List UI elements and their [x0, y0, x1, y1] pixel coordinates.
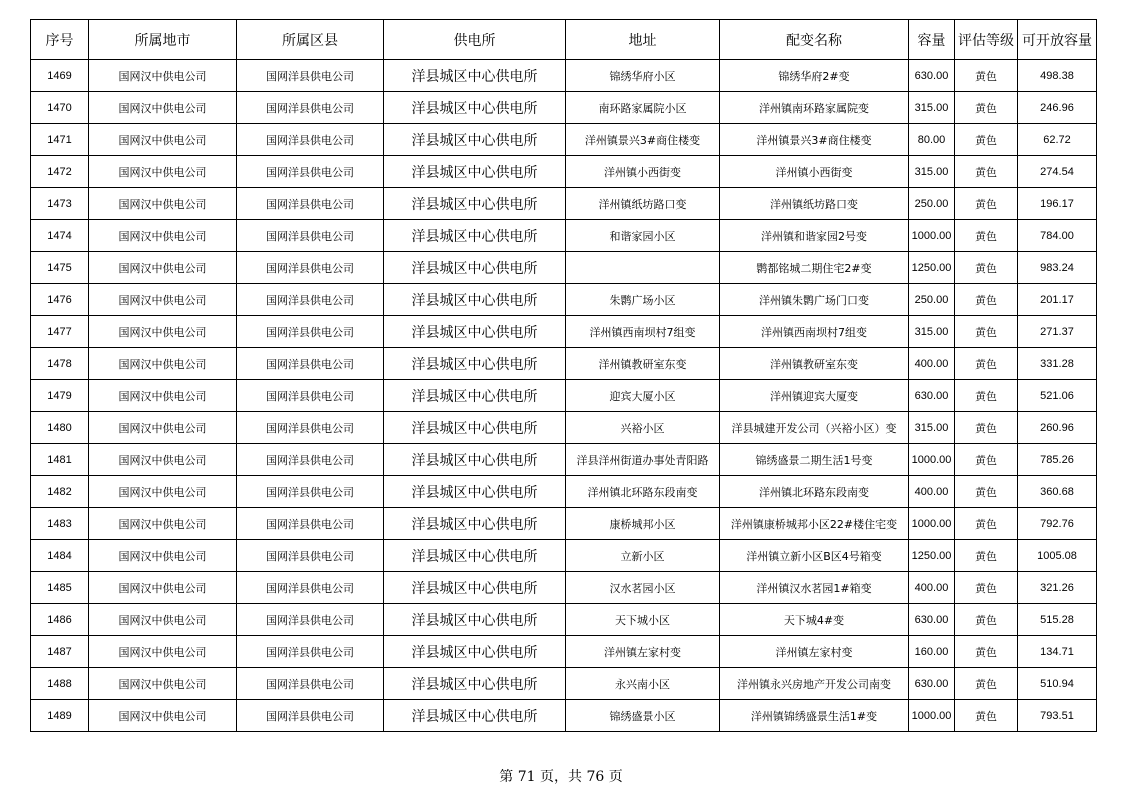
cell-station: 洋县城区中心供电所	[384, 412, 566, 444]
cell-county: 国网洋县供电公司	[237, 284, 384, 316]
cell-rating: 黄色	[955, 700, 1018, 732]
cell-city: 国网汉中供电公司	[89, 252, 237, 284]
cell-seq: 1482	[31, 476, 89, 508]
table-row	[31, 348, 1097, 380]
cell-transformer: 洋州镇北环路东段南变	[720, 476, 909, 508]
cell-city: 国网汉中供电公司	[89, 668, 237, 700]
cell-transformer: 洋州镇立新小区B区4号箱变	[720, 540, 909, 572]
header-station: 供电所	[384, 20, 566, 60]
table-row	[31, 700, 1097, 732]
cell-address: 锦绣华府小区	[566, 60, 720, 92]
cell-open-capacity: 274.54	[1018, 156, 1097, 188]
cell-county: 国网洋县供电公司	[237, 412, 384, 444]
cell-city: 国网汉中供电公司	[89, 348, 237, 380]
cell-address: 洋州镇小西街变	[566, 156, 720, 188]
cell-seq: 1474	[31, 220, 89, 252]
cell-station: 洋县城区中心供电所	[384, 444, 566, 476]
table-row	[31, 444, 1097, 476]
cell-open-capacity: 196.17	[1018, 188, 1097, 220]
cell-station: 洋县城区中心供电所	[384, 124, 566, 156]
cell-transformer: 洋州镇永兴房地产开发公司南变	[720, 668, 909, 700]
cell-city: 国网汉中供电公司	[89, 476, 237, 508]
table-row	[31, 508, 1097, 540]
table-row	[31, 220, 1097, 252]
cell-transformer: 洋州镇南环路家属院变	[720, 92, 909, 124]
cell-county: 国网洋县供电公司	[237, 60, 384, 92]
cell-open-capacity: 784.00	[1018, 220, 1097, 252]
cell-address	[566, 252, 720, 284]
cell-transformer: 洋州镇景兴3#商住楼变	[720, 124, 909, 156]
table-row	[31, 604, 1097, 636]
cell-seq: 1472	[31, 156, 89, 188]
cell-city: 国网汉中供电公司	[89, 284, 237, 316]
cell-station: 洋县城区中心供电所	[384, 348, 566, 380]
cell-seq: 1475	[31, 252, 89, 284]
cell-transformer: 洋州镇锦绣盛景生活1#变	[720, 700, 909, 732]
cell-rating: 黄色	[955, 60, 1018, 92]
cell-city: 国网汉中供电公司	[89, 700, 237, 732]
cell-capacity: 630.00	[909, 604, 955, 636]
cell-station: 洋县城区中心供电所	[384, 508, 566, 540]
cell-capacity: 160.00	[909, 636, 955, 668]
table-row	[31, 668, 1097, 700]
capacity-table	[30, 19, 1097, 732]
cell-seq: 1487	[31, 636, 89, 668]
cell-county: 国网洋县供电公司	[237, 348, 384, 380]
cell-seq: 1481	[31, 444, 89, 476]
cell-open-capacity: 360.68	[1018, 476, 1097, 508]
cell-station: 洋县城区中心供电所	[384, 252, 566, 284]
header-seq: 序号	[31, 20, 89, 60]
cell-capacity: 1000.00	[909, 444, 955, 476]
cell-open-capacity: 792.76	[1018, 508, 1097, 540]
cell-station: 洋县城区中心供电所	[384, 380, 566, 412]
cell-capacity: 315.00	[909, 412, 955, 444]
cell-station: 洋县城区中心供电所	[384, 636, 566, 668]
cell-open-capacity: 515.28	[1018, 604, 1097, 636]
table-row	[31, 412, 1097, 444]
cell-rating: 黄色	[955, 476, 1018, 508]
cell-county: 国网洋县供电公司	[237, 316, 384, 348]
header-rating: 评估等级	[955, 20, 1018, 60]
cell-address: 立新小区	[566, 540, 720, 572]
cell-station: 洋县城区中心供电所	[384, 220, 566, 252]
table-row	[31, 156, 1097, 188]
cell-address: 锦绣盛景小区	[566, 700, 720, 732]
cell-open-capacity: 246.96	[1018, 92, 1097, 124]
cell-address: 洋州镇景兴3#商住楼变	[566, 124, 720, 156]
cell-seq: 1477	[31, 316, 89, 348]
table-row	[31, 252, 1097, 284]
cell-transformer: 锦绣华府2#变	[720, 60, 909, 92]
cell-rating: 黄色	[955, 444, 1018, 476]
cell-capacity: 250.00	[909, 284, 955, 316]
header-transformer: 配变名称	[720, 20, 909, 60]
cell-city: 国网汉中供电公司	[89, 636, 237, 668]
cell-rating: 黄色	[955, 604, 1018, 636]
cell-capacity: 630.00	[909, 380, 955, 412]
cell-capacity: 1000.00	[909, 700, 955, 732]
cell-rating: 黄色	[955, 540, 1018, 572]
cell-city: 国网汉中供电公司	[89, 540, 237, 572]
cell-open-capacity: 321.26	[1018, 572, 1097, 604]
cell-rating: 黄色	[955, 284, 1018, 316]
cell-transformer: 洋州镇和谐家园2号变	[720, 220, 909, 252]
cell-address: 兴裕小区	[566, 412, 720, 444]
table-row	[31, 188, 1097, 220]
cell-address: 朱鹮广场小区	[566, 284, 720, 316]
cell-county: 国网洋县供电公司	[237, 604, 384, 636]
cell-seq: 1476	[31, 284, 89, 316]
cell-capacity: 400.00	[909, 348, 955, 380]
cell-open-capacity: 785.26	[1018, 444, 1097, 476]
cell-rating: 黄色	[955, 124, 1018, 156]
cell-seq: 1483	[31, 508, 89, 540]
cell-county: 国网洋县供电公司	[237, 92, 384, 124]
cell-station: 洋县城区中心供电所	[384, 156, 566, 188]
cell-rating: 黄色	[955, 220, 1018, 252]
cell-address: 和谐家园小区	[566, 220, 720, 252]
cell-city: 国网汉中供电公司	[89, 124, 237, 156]
cell-address: 洋州镇北环路东段南变	[566, 476, 720, 508]
cell-open-capacity: 134.71	[1018, 636, 1097, 668]
table-row	[31, 60, 1097, 92]
cell-city: 国网汉中供电公司	[89, 188, 237, 220]
cell-city: 国网汉中供电公司	[89, 92, 237, 124]
cell-open-capacity: 62.72	[1018, 124, 1097, 156]
cell-city: 国网汉中供电公司	[89, 444, 237, 476]
cell-address: 迎宾大厦小区	[566, 380, 720, 412]
cell-rating: 黄色	[955, 380, 1018, 412]
cell-address: 洋州镇教研室东变	[566, 348, 720, 380]
cell-open-capacity: 793.51	[1018, 700, 1097, 732]
cell-city: 国网汉中供电公司	[89, 572, 237, 604]
table-row	[31, 540, 1097, 572]
table-row	[31, 476, 1097, 508]
table-row	[31, 92, 1097, 124]
cell-seq: 1479	[31, 380, 89, 412]
cell-capacity: 1250.00	[909, 252, 955, 284]
table-row	[31, 124, 1097, 156]
cell-address: 洋州镇左家村变	[566, 636, 720, 668]
table-row	[31, 284, 1097, 316]
cell-station: 洋县城区中心供电所	[384, 60, 566, 92]
cell-address: 洋州镇西南坝村7组变	[566, 316, 720, 348]
cell-capacity: 315.00	[909, 92, 955, 124]
cell-rating: 黄色	[955, 412, 1018, 444]
cell-address: 永兴南小区	[566, 668, 720, 700]
cell-capacity: 80.00	[909, 124, 955, 156]
cell-city: 国网汉中供电公司	[89, 508, 237, 540]
table-row	[31, 316, 1097, 348]
cell-seq: 1471	[31, 124, 89, 156]
cell-open-capacity: 521.06	[1018, 380, 1097, 412]
cell-rating: 黄色	[955, 316, 1018, 348]
table-row	[31, 380, 1097, 412]
cell-county: 国网洋县供电公司	[237, 540, 384, 572]
cell-station: 洋县城区中心供电所	[384, 188, 566, 220]
cell-station: 洋县城区中心供电所	[384, 540, 566, 572]
cell-address: 汉水茗园小区	[566, 572, 720, 604]
cell-seq: 1469	[31, 60, 89, 92]
cell-city: 国网汉中供电公司	[89, 380, 237, 412]
cell-transformer: 洋州镇小西街变	[720, 156, 909, 188]
cell-transformer: 锦绣盛景二期生活1号变	[720, 444, 909, 476]
cell-rating: 黄色	[955, 188, 1018, 220]
page-number: 第 71 页，共 76 页	[499, 769, 623, 785]
cell-rating: 黄色	[955, 348, 1018, 380]
cell-transformer: 洋州镇迎宾大厦变	[720, 380, 909, 412]
cell-rating: 黄色	[955, 572, 1018, 604]
cell-seq: 1478	[31, 348, 89, 380]
cell-open-capacity: 983.24	[1018, 252, 1097, 284]
cell-station: 洋县城区中心供电所	[384, 284, 566, 316]
cell-transformer: 洋州镇左家村变	[720, 636, 909, 668]
cell-open-capacity: 331.28	[1018, 348, 1097, 380]
cell-capacity: 630.00	[909, 668, 955, 700]
cell-capacity: 400.00	[909, 476, 955, 508]
cell-county: 国网洋县供电公司	[237, 252, 384, 284]
cell-county: 国网洋县供电公司	[237, 476, 384, 508]
cell-open-capacity: 1005.08	[1018, 540, 1097, 572]
cell-seq: 1489	[31, 700, 89, 732]
header-county: 所属区县	[237, 20, 384, 60]
cell-rating: 黄色	[955, 508, 1018, 540]
cell-capacity: 315.00	[909, 316, 955, 348]
cell-open-capacity: 510.94	[1018, 668, 1097, 700]
cell-capacity: 250.00	[909, 188, 955, 220]
cell-address: 南环路家属院小区	[566, 92, 720, 124]
cell-transformer: 天下城4#变	[720, 604, 909, 636]
cell-open-capacity: 260.96	[1018, 412, 1097, 444]
table-row	[31, 572, 1097, 604]
cell-capacity: 1250.00	[909, 540, 955, 572]
cell-transformer: 洋州镇朱鹮广场门口变	[720, 284, 909, 316]
cell-seq: 1484	[31, 540, 89, 572]
cell-city: 国网汉中供电公司	[89, 156, 237, 188]
cell-address: 天下城小区	[566, 604, 720, 636]
cell-capacity: 1000.00	[909, 220, 955, 252]
cell-address: 康桥城邦小区	[566, 508, 720, 540]
cell-seq: 1470	[31, 92, 89, 124]
cell-county: 国网洋县供电公司	[237, 700, 384, 732]
cell-county: 国网洋县供电公司	[237, 508, 384, 540]
cell-county: 国网洋县供电公司	[237, 156, 384, 188]
cell-transformer: 洋县城建开发公司（兴裕小区）变	[720, 412, 909, 444]
cell-city: 国网汉中供电公司	[89, 220, 237, 252]
header-capacity: 容量	[909, 20, 955, 60]
header-row	[31, 20, 1097, 60]
cell-station: 洋县城区中心供电所	[384, 572, 566, 604]
cell-station: 洋县城区中心供电所	[384, 316, 566, 348]
cell-transformer: 洋州镇纸坊路口变	[720, 188, 909, 220]
cell-station: 洋县城区中心供电所	[384, 700, 566, 732]
cell-county: 国网洋县供电公司	[237, 668, 384, 700]
cell-seq: 1480	[31, 412, 89, 444]
cell-transformer: 鹮都铭城二期住宅2#变	[720, 252, 909, 284]
cell-rating: 黄色	[955, 252, 1018, 284]
cell-rating: 黄色	[955, 636, 1018, 668]
cell-county: 国网洋县供电公司	[237, 572, 384, 604]
cell-capacity: 315.00	[909, 156, 955, 188]
cell-address: 洋县洋州街道办事处青阳路	[566, 444, 720, 476]
cell-open-capacity: 271.37	[1018, 316, 1097, 348]
cell-station: 洋县城区中心供电所	[384, 92, 566, 124]
cell-station: 洋县城区中心供电所	[384, 476, 566, 508]
cell-open-capacity: 498.38	[1018, 60, 1097, 92]
cell-county: 国网洋县供电公司	[237, 124, 384, 156]
cell-city: 国网汉中供电公司	[89, 604, 237, 636]
cell-seq: 1486	[31, 604, 89, 636]
cell-address: 洋州镇纸坊路口变	[566, 188, 720, 220]
cell-rating: 黄色	[955, 92, 1018, 124]
table-row	[31, 636, 1097, 668]
cell-city: 国网汉中供电公司	[89, 412, 237, 444]
cell-rating: 黄色	[955, 668, 1018, 700]
cell-county: 国网洋县供电公司	[237, 444, 384, 476]
header-address: 地址	[566, 20, 720, 60]
cell-seq: 1485	[31, 572, 89, 604]
cell-county: 国网洋县供电公司	[237, 636, 384, 668]
cell-transformer: 洋州镇西南坝村7组变	[720, 316, 909, 348]
cell-transformer: 洋州镇汉水茗园1#箱变	[720, 572, 909, 604]
cell-open-capacity: 201.17	[1018, 284, 1097, 316]
cell-transformer: 洋州镇教研室东变	[720, 348, 909, 380]
cell-station: 洋县城区中心供电所	[384, 604, 566, 636]
cell-station: 洋县城区中心供电所	[384, 668, 566, 700]
cell-transformer: 洋州镇康桥城邦小区22#楼住宅变	[720, 508, 909, 540]
cell-seq: 1488	[31, 668, 89, 700]
cell-seq: 1473	[31, 188, 89, 220]
cell-county: 国网洋县供电公司	[237, 380, 384, 412]
cell-capacity: 400.00	[909, 572, 955, 604]
table-body	[31, 60, 1097, 732]
header-city: 所属地市	[89, 20, 237, 60]
cell-city: 国网汉中供电公司	[89, 316, 237, 348]
cell-city: 国网汉中供电公司	[89, 60, 237, 92]
cell-rating: 黄色	[955, 156, 1018, 188]
cell-county: 国网洋县供电公司	[237, 188, 384, 220]
cell-capacity: 1000.00	[909, 508, 955, 540]
cell-capacity: 630.00	[909, 60, 955, 92]
cell-county: 国网洋县供电公司	[237, 220, 384, 252]
header-open-capacity: 可开放容量	[1018, 20, 1097, 60]
